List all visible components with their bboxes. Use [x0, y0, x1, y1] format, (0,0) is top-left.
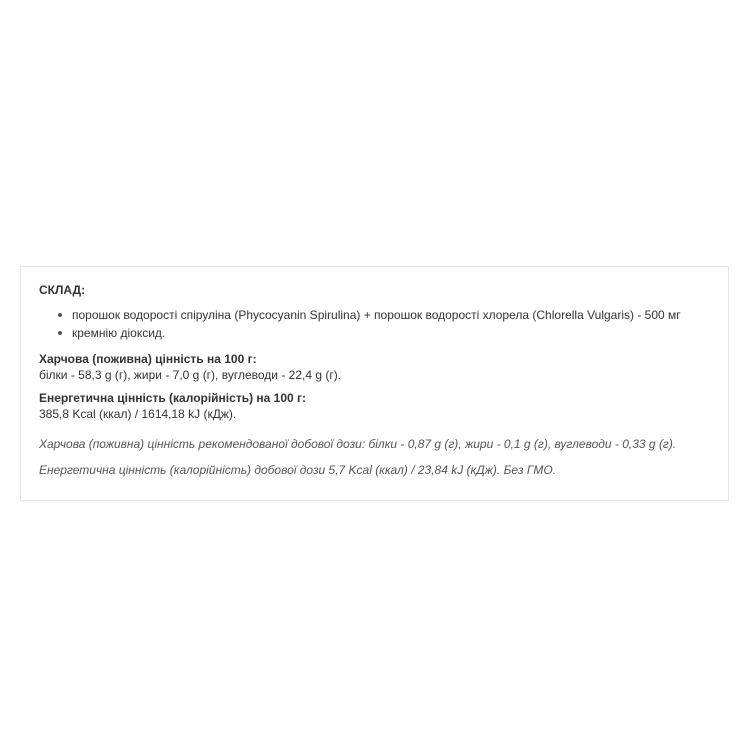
- list-item: [72, 324, 710, 342]
- nutrition-title: Харчова (поживна) цінність на 100 г:: [39, 352, 257, 366]
- ingredient-text: кремнію діоксид.: [72, 326, 166, 340]
- product-info-card: [20, 266, 729, 501]
- daily-energy-note: Енергетична цінність (калорійність) добової дози 5,7 Kcal (ккал) / 23,84 kJ (кДж). Без ГМО.: [39, 463, 557, 477]
- energy-value: 385,8 Kcal (ккал) / 1614,18 kJ (кДж).: [39, 407, 237, 421]
- bullet-icon: [58, 313, 62, 317]
- energy-title: Енергетична цінність (калорійність) на 100 г:: [39, 391, 307, 405]
- composition-heading: СКЛАД:: [39, 283, 86, 297]
- energy-block: [39, 391, 710, 422]
- bullet-icon: [58, 331, 62, 335]
- daily-nutrition-note: Харчова (поживна) цінність рекомендованої добової дози: білки - 0,87 g (г), жири - 0,1 g (г), вуглеводи - 0,33 g (г).: [39, 437, 677, 451]
- ingredient-text: порошок водорості спіруліна (Phycocyanin Spirulina) + порошок водорості хлорела (Chlorella Vulgaris) - 500 мг: [72, 308, 681, 322]
- ingredients-list: [39, 306, 710, 342]
- nutrition-value: білки - 58,3 g (г), жири - 7,0 g (г), вуглеводи - 22,4 g (г).: [39, 368, 342, 382]
- list-item: [72, 306, 710, 324]
- nutrition-block: [39, 352, 710, 383]
